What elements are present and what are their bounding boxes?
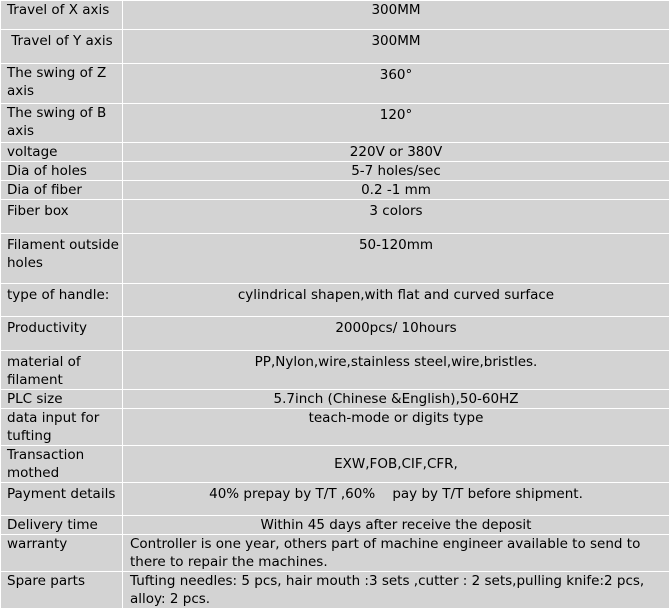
row-label: material of filament [1, 351, 123, 390]
row-value: 300MM [123, 30, 669, 64]
row-value: 5.7inch (Chinese &English),50-60HZ [123, 390, 669, 409]
row-value: 5-7 holes/sec [123, 162, 669, 181]
table-row [1, 351, 669, 390]
row-label: Dia of fiber [1, 181, 123, 200]
row-label: warranty [1, 535, 123, 572]
table-row [1, 1, 669, 30]
row-value: 40% prepay by T/T ,60% pay by T/T before shipment. [123, 483, 669, 516]
row-label: Travel of Y axis [1, 30, 123, 64]
row-label: Dia of holes [1, 162, 123, 181]
table-row [1, 516, 669, 535]
row-value: 3 colors [123, 200, 669, 234]
row-label: data input for tufting [1, 409, 123, 446]
table-row [1, 181, 669, 200]
row-label: Fiber box [1, 200, 123, 234]
row-value: teach-mode or digits type [123, 409, 669, 446]
row-value: 0.2 -1 mm [123, 181, 669, 200]
row-value: EXW,FOB,CIF,CFR, [123, 446, 669, 483]
table-row [1, 162, 669, 181]
row-value: 50-120mm [123, 234, 669, 284]
table-row [1, 64, 669, 104]
row-value: 220V or 380V [123, 143, 669, 162]
row-label: Travel of X axis [1, 1, 123, 30]
row-label: Transaction mothed [1, 446, 123, 483]
row-value: Controller is one year, others part of machine engineer available to send to there to repair the machines. [123, 535, 669, 572]
row-label: Productivity [1, 317, 123, 351]
table-row [1, 409, 669, 446]
row-label: PLC size [1, 390, 123, 409]
table-row [1, 30, 669, 64]
row-label: The swing of Z axis [1, 64, 123, 104]
table-row [1, 284, 669, 317]
row-label: The swing of B axis [1, 104, 123, 143]
table-row [1, 572, 669, 609]
row-label: Payment details [1, 483, 123, 516]
row-label: type of handle: [1, 284, 123, 317]
table-row [1, 200, 669, 234]
row-value: 360° [123, 64, 669, 104]
row-value: Within 45 days after receive the deposit [123, 516, 669, 535]
table-row [1, 317, 669, 351]
row-value: cylindrical shapen,with flat and curved surface [123, 284, 669, 317]
row-label: Delivery time [1, 516, 123, 535]
table-row [1, 535, 669, 572]
row-value: PP,Nylon,wire,stainless steel,wire,bristles. [123, 351, 669, 390]
row-value: 120° [123, 104, 669, 143]
row-label: voltage [1, 143, 123, 162]
table-row [1, 483, 669, 516]
table-row [1, 143, 669, 162]
table-row [1, 390, 669, 409]
table-row [1, 104, 669, 143]
row-value: 300MM [123, 1, 669, 30]
row-value: 2000pcs/ 10hours [123, 317, 669, 351]
row-label: Spare parts [1, 572, 123, 609]
row-label: Filament outside holes [1, 234, 123, 284]
table-row [1, 234, 669, 284]
table-row [1, 446, 669, 483]
row-value: Tufting needles: 5 pcs, hair mouth :3 sets ,cutter : 2 sets,pulling knife:2 pcs, alloy: 2 pcs. [123, 572, 669, 609]
